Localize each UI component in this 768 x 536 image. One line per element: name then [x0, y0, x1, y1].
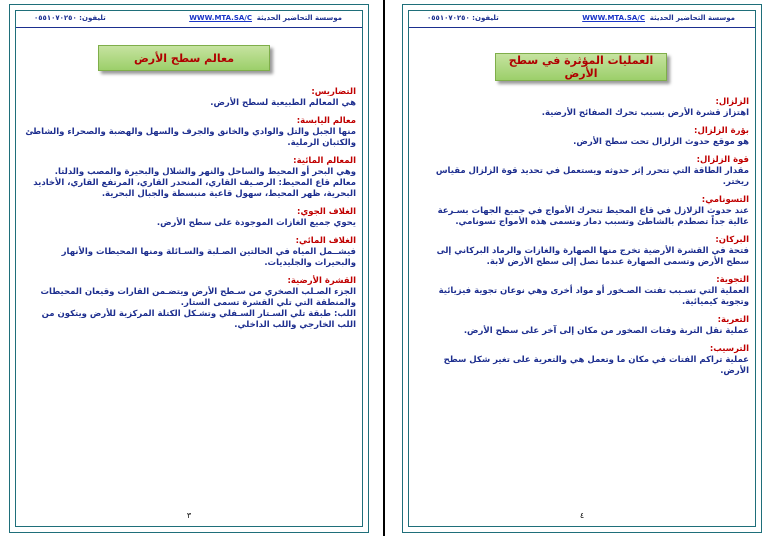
content-section [415, 97, 749, 119]
section-text: هي المعالم الطبيعية لسطح الأرض. [210, 98, 356, 108]
section-text: عملية تراكم الفتات في مكان ما وتعمل هي والتعرية على تغير شكل سطح الأرض. [443, 355, 749, 376]
section-text: مقدار الطاقة التي تتحرر إثر حدوثه ويستعمل في تحديد قوة الزلزال مقياس ريختر. [435, 166, 749, 187]
header-org-name: موسسة التحاضير الحديثة [256, 14, 342, 22]
header-phone: تليفون: ٠٥٥١٠٧٠٢٥٠ [34, 14, 106, 22]
section-title: التعرية: [717, 315, 749, 325]
section-text: العملية التي تسـبب تفتت الصـخور أو مواد أخرى وهي نوعان تجوية فيزيائية وتجوية كيميائية. [438, 286, 749, 307]
section-text: فتحة في القشرة الأرضية تخرج منها الصهارة والغازات والرماد البركاني إلى سطح الأرض وتسمى الصهارة عندما تصل إلى سطح الأرض لابة. [436, 246, 749, 267]
content-section [415, 344, 749, 377]
left-page-header [16, 11, 362, 28]
content-section [415, 126, 749, 148]
right-page-title: العمليات المؤثرة في سطح الأرض [495, 53, 667, 81]
header-org-name: موسسة التحاضير الحديثة [649, 14, 735, 22]
section-text: اهتزاز قشرة الأرض بسبب تحرك الصفائح الأرضية. [541, 108, 749, 118]
section-text: فيشــمل المياه في الحالتين الصـلبة والسـائلة ومنها المحيطات والأنهار والبحيرات والجليديات. [61, 247, 356, 268]
content-section [415, 155, 749, 188]
section-title: معالم اليابسة: [296, 116, 356, 126]
content-section [22, 87, 356, 109]
right-page-content [415, 97, 749, 384]
page-divider [383, 0, 385, 536]
header-url-link[interactable]: WWW.MTA.SA/C [189, 14, 252, 22]
left-page [9, 4, 369, 533]
left-page-number: ٣ [186, 511, 192, 520]
right-page-header [409, 11, 755, 28]
section-text: عملية نقل التربة وفتات الصخور من مكان إلى آخر على سطح الأرض. [463, 326, 749, 336]
section-text: وهي البحر أو المحيط والساحل والنهر والشلال والبحيرة والمصب والدلتا. [54, 167, 356, 177]
section-text: اللب: طبقة تلي السـتار السـفلي وتشـكل الكتلة المركزية للأرض ويتكون من اللب الخارجي واللب الداخلي. [41, 309, 356, 330]
section-text: هو موقع حدوث الزلزال تحت سطح الأرض. [573, 137, 749, 147]
section-title: الزلزال: [715, 97, 749, 107]
section-title: القشرة الأرضية: [287, 276, 356, 286]
section-title: البركان: [715, 235, 749, 245]
section-title: بؤرة الزلزال: [694, 126, 749, 136]
header-phone: تليفون: ٠٥٥١٠٧٠٢٥٠ [427, 14, 499, 22]
content-section [415, 275, 749, 308]
section-title: الترسيب: [709, 344, 749, 354]
section-title: قوة الزلزال: [696, 155, 749, 165]
section-title: التضاريس: [311, 87, 356, 97]
right-page [402, 4, 762, 533]
content-section [22, 116, 356, 149]
content-section [22, 276, 356, 331]
header-url-link[interactable]: WWW.MTA.SA/C [582, 14, 645, 22]
section-title: المعالم المائية: [293, 156, 356, 166]
section-title: الغلاف المائي: [295, 236, 356, 246]
section-text: الجزء الصـلب الصخري من سـطح الأرض ويتضـمن القارات وقيعان المحيطات والمنطقة التي تلي القشرة تسمى الستار. [40, 287, 356, 308]
content-section [22, 207, 356, 229]
section-text: منها الجبل والتل والوادي والخانق والجرف والسهل والهضبة والصحراء والشاطئ والكثبان الرملية. [25, 127, 356, 148]
section-title: التجوية: [716, 275, 749, 285]
section-title: الغلاف الجوي: [297, 207, 356, 217]
content-section [22, 236, 356, 269]
section-title: التسونامي: [701, 195, 749, 205]
content-section [415, 235, 749, 268]
content-section [415, 315, 749, 337]
section-text: معالم قاع المحيط: الرصـيف القاري، المنحدر القاري، المرتفع القاري، الأخاديد البحرية، ظهر المحيط، سهول قاعية منبسطة والجبال البحرية. [33, 178, 356, 199]
section-text: عند حدوث الزلازل في قاع المحيط تتحرك الأمواج في جميع الجهات بسـرعة عالية جداً تصطدم بالشاطئ وتسبب دمار وتسمى هذه الأمواج تسونامي. [437, 206, 749, 227]
left-page-content [22, 87, 356, 338]
content-section [22, 156, 356, 200]
left-page-title: معالم سطح الأرض [98, 45, 270, 71]
content-section [415, 195, 749, 228]
section-text: يحوي جميع الغازات الموجودة على سطح الأرض. [156, 218, 356, 228]
right-page-number: ٤ [579, 511, 585, 520]
